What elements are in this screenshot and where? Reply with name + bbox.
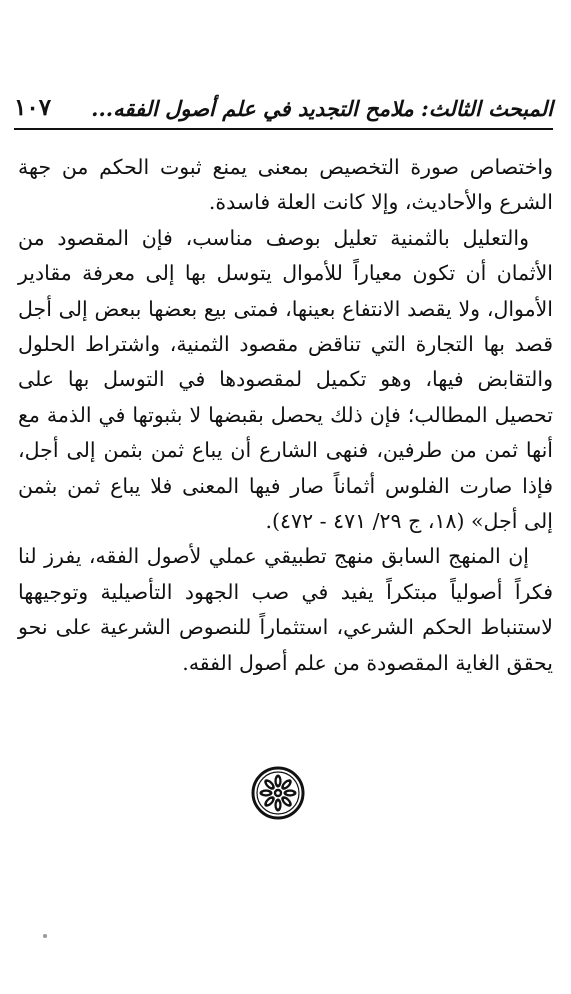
running-header <box>14 94 553 130</box>
body-text <box>18 150 553 681</box>
page-speck <box>43 934 47 938</box>
rosette-ornament-icon <box>251 766 305 820</box>
paragraph: إن المنهج السابق منهج تطبيقي عملي لأصول الفقه، يفرز لنا فكراً أصولياً مبتكراً يفيد في صب الجهود التأصيلية وتوجيهها لاستنباط الحكم الشرعي، استثماراً للنصوص الشرعية على نحو يحقق الغاية المقصودة من علم أصول الفقه. <box>18 544 553 675</box>
paragraph: واختصاص صورة التخصيص بمعنى يمنع ثبوت الحكم من جهة الشرع والأحاديث، وإلا كانت العلة فاسدة. <box>18 155 553 215</box>
header-title: المبحث الثالث: ملامح التجديد في علم أصول الفقه... <box>91 96 553 121</box>
paragraph: والتعليل بالثمنية تعليل بوصف مناسب، فإن المقصود من الأثمان أن تكون معياراً للأموال يتوسل بها إلى معرفة مقادير الأموال، ولا يقصد الانتفاع بعينها، فمتى بيع بعضها ببعض إلى أجل قصد بها التجارة التي تناقض مقصود الثمنية، واشتراط الحلول والتقابض فيها، وهو تكميل لمقصودها في التوسل بها على تحصيل المطالب؛ فإن ذلك يحصل بقبضها لا بثبوتها في الذمة مع أنها ثمن من طرفين، فنهى الشارع أن يباع ثمن بثمن إلى أجل، فإذا صارت الفلوس أثماناً صار فيها المعنى فلا يباع ثمن بثمن إلى أجل» (١٨، ج ٢٩/ ٤٧١ - ٤٧٢). <box>18 225 553 534</box>
page-number: ١٠٧ <box>14 94 52 121</box>
